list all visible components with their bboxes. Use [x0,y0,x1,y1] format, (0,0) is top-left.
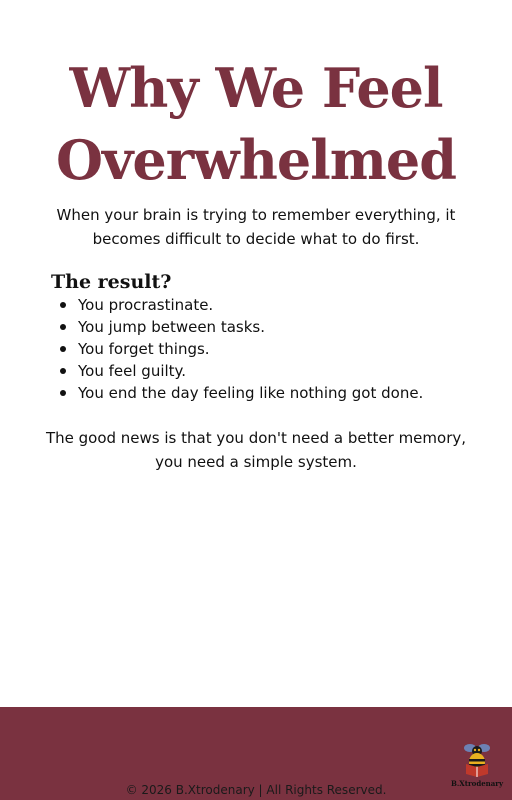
result-list [60,294,423,404]
footer [0,707,512,800]
list-item-text: You forget things. [78,340,210,358]
bee-with-book-icon [458,740,496,778]
intro-paragraph: When your brain is trying to remember everything, it becomes difficult to decide what to do first. [56,206,456,248]
list-item [60,382,423,404]
page-title-line-2: Overwhelmed [55,128,457,192]
page-title [0,52,512,196]
logo-text: B.Xtrodenary [450,779,504,788]
list-item-text: You feel guilty. [78,362,187,380]
list-item-text: You procrastinate. [78,296,214,314]
bullet-icon [60,302,66,308]
page-title-line-1: Why We Feel [69,56,443,120]
list-item [60,338,423,360]
result-heading: The result? [51,271,172,293]
bullet-icon [60,368,66,374]
bullet-icon [60,346,66,352]
bullet-icon [60,390,66,396]
list-item [60,360,423,382]
list-item [60,316,423,338]
bullet-icon [60,324,66,330]
list-item-text: You end the day feeling like nothing got done. [78,384,424,402]
copyright-text: © 2026 B.Xtrodenary | All Rights Reserved. [125,783,387,797]
closing-paragraph: The good news is that you don't need a better memory, you need a simple system. [45,429,467,471]
list-item-text: You jump between tasks. [78,318,265,336]
list-item [60,294,423,316]
